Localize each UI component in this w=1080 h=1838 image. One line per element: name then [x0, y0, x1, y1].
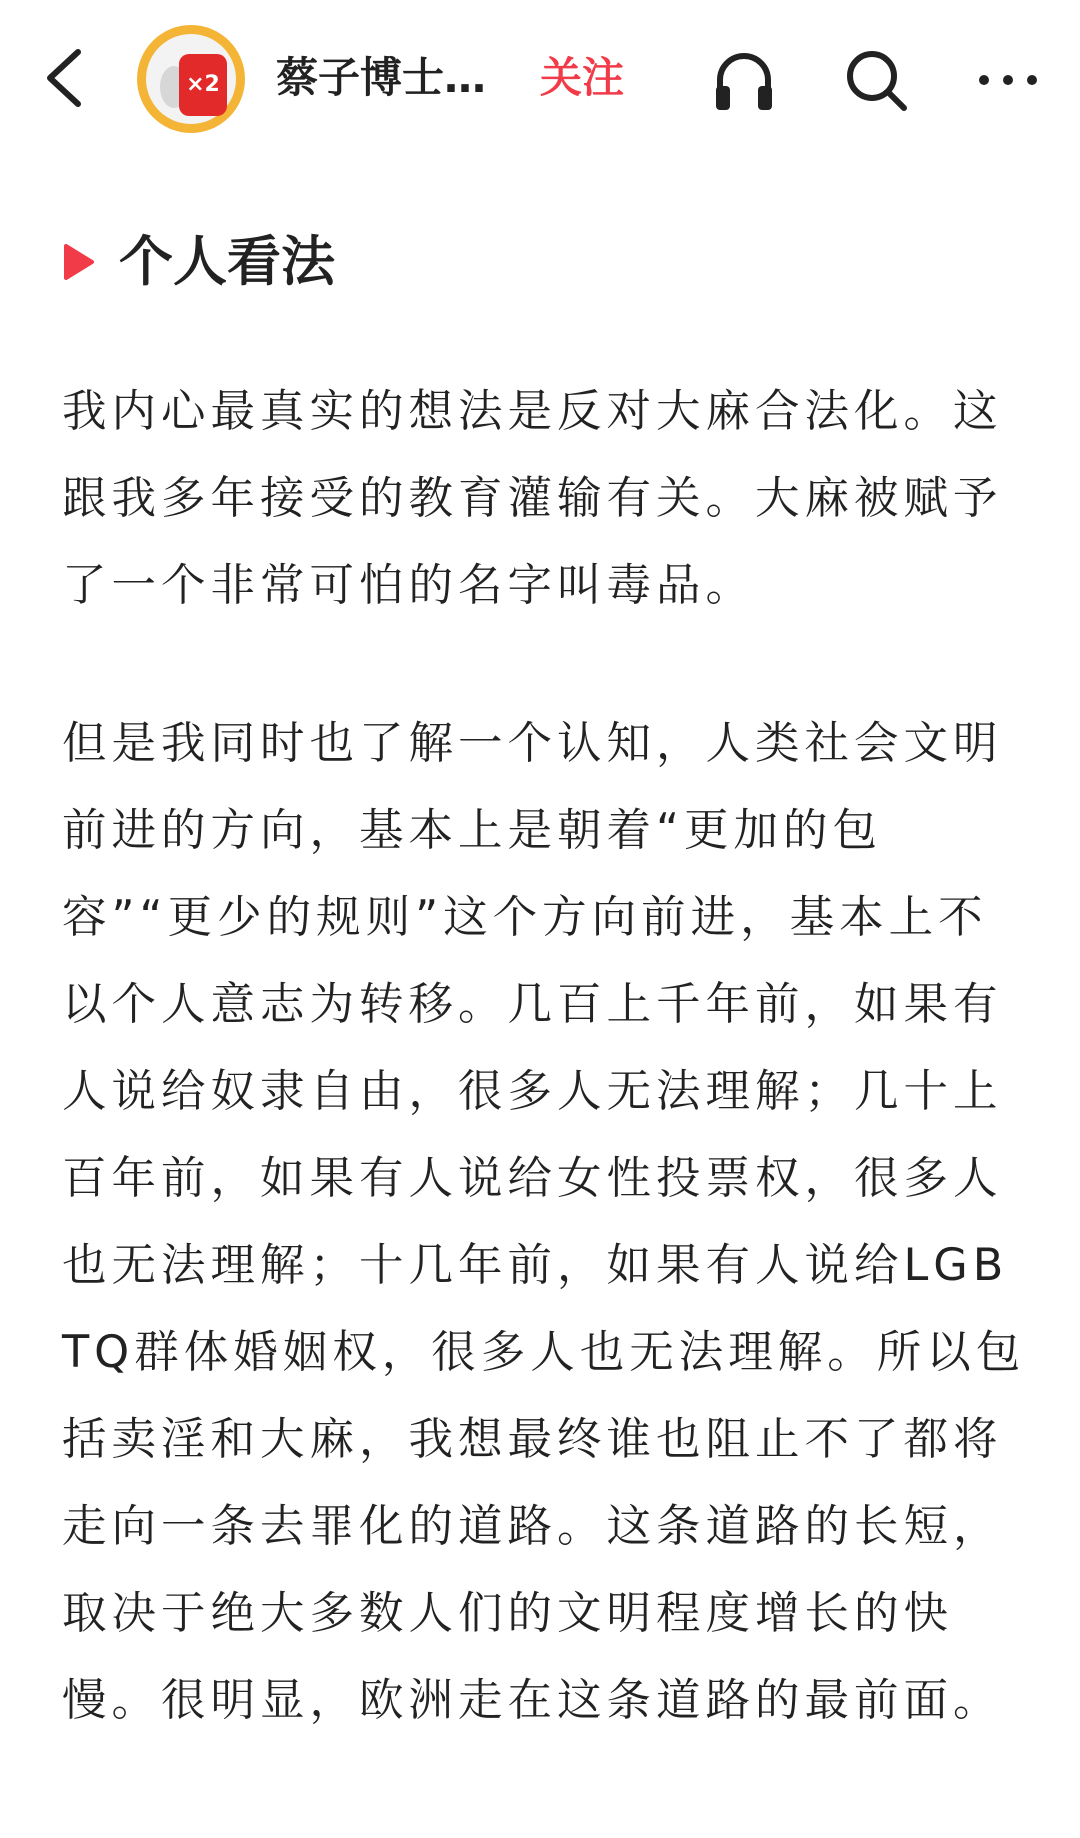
- search-button[interactable]: [840, 44, 912, 116]
- chevron-left-icon: [36, 42, 96, 114]
- search-icon: [840, 44, 912, 116]
- author-name[interactable]: 蔡子博士…: [276, 53, 487, 102]
- back-button[interactable]: [36, 42, 96, 114]
- headphone-icon: [708, 44, 780, 116]
- avatar-badge: ×2: [179, 54, 227, 116]
- play-triangle-icon: [62, 242, 96, 282]
- section-title: 个人看法: [119, 230, 335, 293]
- follow-button[interactable]: 关注: [540, 53, 625, 102]
- more-dots-icon: [972, 44, 1044, 116]
- top-navigation-bar: [0, 0, 1080, 160]
- listen-button[interactable]: [708, 44, 780, 116]
- article-paragraph: 但是我同时也了解一个认知，人类社会文明前进的方向，基本上是朝着“更加的包容”“更少的规则”这个方向前进，基本上不以个人意志为转移。几百上千年前，如果有人说给奴隶自由，很多人无法理解；几十上百年前，如果有人说给女性投票权，很多人也无法理解；十几年前，如果有人说给LGBTQ群体婚姻权，很多人也无法理解。所以包括卖淫和大麻，我想最终谁也阻止不了都将走向一条去罪化的道路。这条道路的长短，取决于绝大多数人们的文明程度增长的快慢。很明显，欧洲走在这条道路的最前面。: [62, 718, 1026, 1726]
- avatar-image: [146, 34, 236, 124]
- article-paragraph: 我内心最真实的想法是反对大麻合法化。这跟我多年接受的教育灌输有关。大麻被赋予了一个非常可怕的名字叫毒品。: [62, 386, 1003, 611]
- author-avatar[interactable]: [137, 25, 245, 133]
- more-button[interactable]: [972, 44, 1044, 116]
